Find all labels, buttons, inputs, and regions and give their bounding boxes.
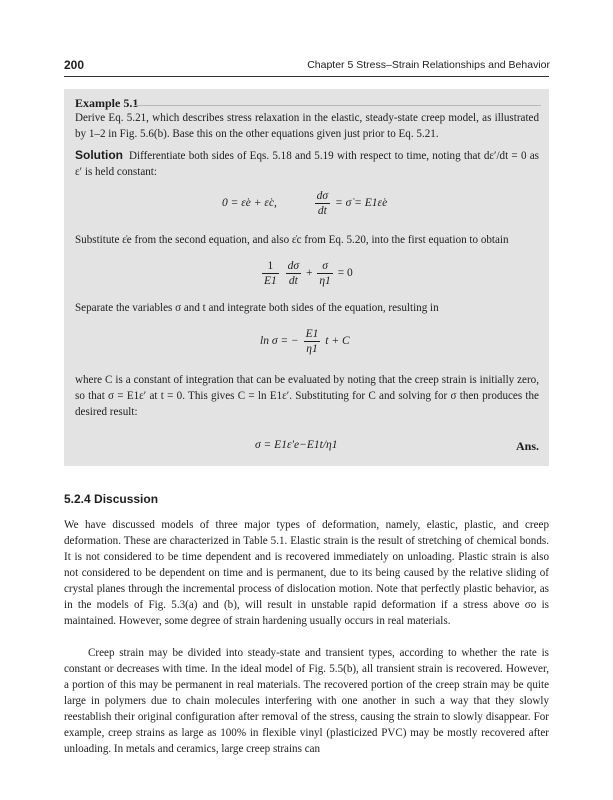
equation-4: σ = E1ε′e−E1t/η1: [255, 439, 338, 451]
discussion-paragraph-2: Creep strain may be divided into steady-state and transient types, according to whether the rate is constant or decreases with time. In the ideal model of Fig. 5.5(b), all transient strain is recovered. However, a portion of this may be permanent in real materials. The recovered portion of the creep strain may be quite large in polymers due to chain molecules interfering with one another in such a way that they slowly reestablish their original configuration after removal of the stress, causing the strain to slowly disappear. For example, creep strains as large as 100% in flexible vinyl (plasticized PVC) may be mostly recovered after unloading. In metals and ceramics, large creep strains can: [64, 647, 549, 755]
substitute-text: Substitute ε̇e from the second equation, and also ε̇c from Eq. 5.20, into the first equation to obtain: [75, 234, 509, 246]
example-problem: Derive Eq. 5.21, which describes stress relaxation in the elastic, steady-state creep model, as illustrated by 1–2 in Fig. 5.6(b). Base this on the other equations given just prior to Eq. 5.21.: [75, 112, 539, 140]
eq1-num: dσ: [316, 190, 329, 202]
eq2-frac1-num: 1: [262, 259, 279, 274]
eq2-frac2: [286, 259, 301, 288]
eq2-tail: = 0: [337, 267, 353, 280]
eq1-right: = σ̇ = E1ε̇e: [334, 197, 388, 210]
running-head: Chapter 5 Stress–Strain Relationships and Behavior: [307, 59, 550, 71]
solution-intro: Differentiate both sides of Eqs. 5.18 and 5.19 with respect to time, noting that dε′/dt = 0 as ε′ is held constant:: [75, 150, 539, 178]
equation-1: [222, 189, 387, 218]
eq3-den: η1: [306, 343, 318, 355]
example-title-rule: [134, 105, 541, 106]
example-box: [64, 89, 549, 466]
answer-label: Ans.: [515, 439, 539, 453]
eq1-left: 0 = ε̇e + ε̇c,: [222, 197, 277, 210]
eq2-frac1-den: E1: [264, 275, 277, 287]
solution-label: Solution: [75, 148, 123, 162]
equation-2: [260, 259, 353, 288]
solution-paragraph: [75, 147, 539, 180]
example-title: Example 5.1: [75, 96, 139, 110]
eq2-frac2-den: dt: [288, 275, 298, 287]
eq1-fraction: [315, 189, 330, 218]
eq2-frac2-num: dσ: [287, 260, 300, 272]
discussion-paragraph-1: We have discussed models of three major types of deformation, namely, elastic, plastic, and creep deformation. These are characterized in Table 5.1. Elastic strain is the result of stretching of chemical bonds. It is not considered to be time dependent and is recovered immediately on unloading. Plastic strain is also not considered to be dependent on time and is permanent, due to its being caused by the relative sliding of crystal planes through the incremental process of dislocation motion. Note that perfectly plastic behavior, as in the models of Fig. 5.3(a) and (b), will result in unstable rapid deformation if a stress above σo is maintained. However, some degree of strain hardening usually occurs in real materials.: [64, 519, 549, 627]
eq3-fraction: [304, 327, 321, 356]
where-text: where C is a constant of integration that can be evaluated by noting that the creep strain is initially zero, so that σ = E1ε′ at t = 0. This gives C = ln E1ε′. Substituting for C and solving for σ then produces the desired result:: [75, 374, 539, 418]
eq2-frac3-den: η1: [319, 275, 331, 287]
eq1-den: dt: [317, 205, 327, 217]
eq3-left: ln σ = −: [260, 335, 299, 348]
eq2-plus: +: [305, 267, 313, 280]
page-number: 200: [64, 58, 85, 72]
eq3-num: E1: [305, 328, 319, 340]
eq2-frac1: [262, 259, 279, 288]
eq2-frac3-num: σ: [317, 259, 332, 274]
eq2-frac3: [317, 259, 332, 288]
section-heading: 5.2.4 Discussion: [64, 492, 159, 506]
separate-text: Separate the variables σ and t and integrate both sides of the equation, resulting in: [75, 302, 439, 314]
header-rule: [64, 76, 549, 77]
equation-3: [260, 327, 350, 356]
eq3-right: t + C: [325, 335, 350, 348]
